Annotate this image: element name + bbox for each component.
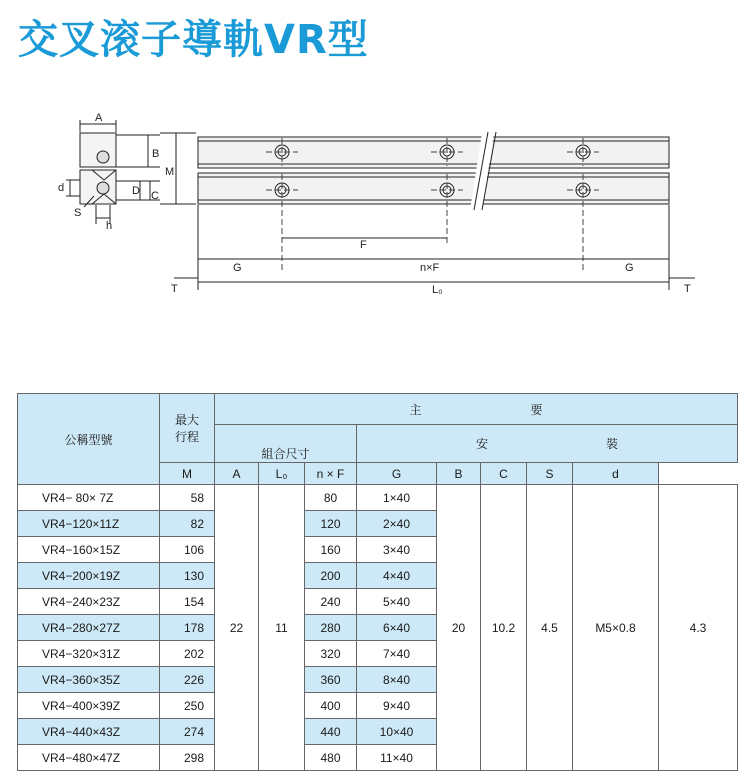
stroke-cell: 178 [160,615,215,641]
header-main-char: 主 [409,402,422,417]
nf-cell: 8×40 [357,667,437,693]
header-yao-char: 要 [530,402,543,417]
rail-bottom [198,173,669,204]
model-cell: VR4−200×19Z [18,563,160,589]
stroke-cell: 298 [160,745,215,771]
stroke-cell: 226 [160,667,215,693]
model-cell: VR4−360×35Z [18,667,160,693]
label-D: D [132,185,140,197]
nf-cell: 3×40 [357,537,437,563]
label-F: F [360,239,367,251]
l0-cell: 80 [305,485,357,511]
header-mount-zhuang: 裝 [605,437,618,451]
nf-cell: 2×40 [357,511,437,537]
shared-C: 4.5 [527,485,573,771]
table-row [18,485,738,511]
model-cell: VR4−240×23Z [18,589,160,615]
shared-B: 10.2 [481,485,527,771]
l0-cell: 320 [305,641,357,667]
label-h: h [106,220,113,232]
header-col-S: S [527,463,573,485]
header-col-d: d [573,463,659,485]
stroke-cell: 202 [160,641,215,667]
label-G-left: G [233,262,242,274]
label-nF: n×F [420,262,440,274]
technical-drawing [0,100,755,300]
model-cell: VR4−120×11Z [18,511,160,537]
header-model: 公稱型號 [18,394,160,485]
label-M: M [165,166,175,178]
stroke-cell: 82 [160,511,215,537]
shared-M: 22 [215,485,259,771]
stroke-cell: 130 [160,563,215,589]
section-block-top [80,133,116,167]
header-col-B: B [437,463,481,485]
header-col-M: M [160,463,215,485]
model-cell: VR4−440×43Z [18,719,160,745]
model-cell: VR4−400×39Z [18,693,160,719]
nf-cell: 6×40 [357,615,437,641]
l0-cell: 280 [305,615,357,641]
stroke-cell: 154 [160,589,215,615]
label-C: C [151,190,159,202]
spec-table [17,393,738,771]
stroke-cell: 106 [160,537,215,563]
label-A: A [95,112,103,124]
section-roller-top [97,151,109,163]
model-cell: VR4−480×47Z [18,745,160,771]
model-cell: VR4−280×27Z [18,615,160,641]
nf-cell: 4×40 [357,563,437,589]
header-col-G: G [357,463,437,485]
header-col-nF: n × F [305,463,357,485]
label-L0: L₀ [432,284,443,296]
header-mounting [357,425,738,463]
l0-cell: 400 [305,693,357,719]
header-assembly: 組合尺寸 [215,425,357,463]
nf-cell: 10×40 [357,719,437,745]
nf-cell: 7×40 [357,641,437,667]
page-title: 交叉滚子導軌VR型 [18,17,369,63]
l0-cell: 360 [305,667,357,693]
l0-cell: 240 [305,589,357,615]
label-B: B [152,148,160,160]
header-stroke: 最大 行程 [160,394,215,463]
stroke-cell: 274 [160,719,215,745]
nf-cell: 9×40 [357,693,437,719]
label-T-left: T [171,283,178,295]
l0-cell: 120 [305,511,357,537]
section-roller-bottom [97,182,109,194]
model-cell: VR4− 80× 7Z [18,485,160,511]
shared-A: 11 [259,485,305,771]
model-cell: VR4−320×31Z [18,641,160,667]
header-mount-an: 安 [475,437,488,451]
label-T-right: T [684,283,691,295]
shared-S: M5×0.8 [573,485,659,771]
header-col-C: C [481,463,527,485]
header-main [215,394,738,425]
header-col-L0: L₀ [259,463,305,485]
label-G-right: G [625,262,634,274]
shared-d: 4.3 [659,485,738,771]
model-cell: VR4−160×15Z [18,537,160,563]
l0-cell: 480 [305,745,357,771]
label-d: d [58,182,65,194]
label-S: S [74,207,82,219]
header-col-A: A [215,463,259,485]
shared-G: 20 [437,485,481,771]
nf-cell: 5×40 [357,589,437,615]
nf-cell: 11×40 [357,745,437,771]
l0-cell: 160 [305,537,357,563]
l0-cell: 200 [305,563,357,589]
nf-cell: 1×40 [357,485,437,511]
stroke-cell: 58 [160,485,215,511]
stroke-cell: 250 [160,693,215,719]
l0-cell: 440 [305,719,357,745]
